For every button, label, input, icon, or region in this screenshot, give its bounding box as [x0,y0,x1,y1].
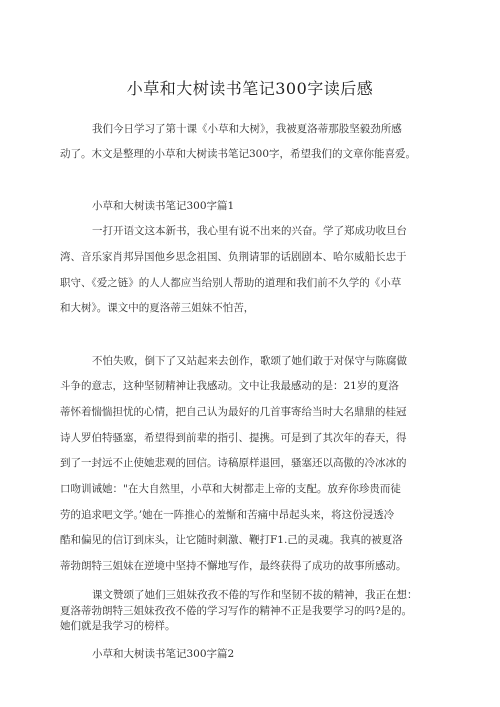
paragraph-line: 口吻训诫她："在大自然里，小草和大树都走上帝的支配。放弃你珍贵而徒 [60,483,401,495]
section-heading: 小草和大树读书笔记300字篇2 [92,648,235,660]
paragraph-line: 劳的追求吧文学。’她在一阵推心的羞惭和苦痛中昂起头来，将这份浸透冷 [60,509,395,521]
paragraph-line: 课文赞颂了她们三姐妹孜孜不倦的写作和坚韧不拔的精神，我正在想： [92,589,418,601]
paragraph-line: 蒂勃朗特三姐妹在逆境中坚持不懈地写作，最终获得了成功的故事所感动。 [60,560,407,572]
paragraph-line: 蒂怀着惴惴担忧的心情，把自己认为最好的几首事寄给当时大名鼎鼎的桂冠 [60,406,407,418]
paragraph-line: 斗争的意志，这种坚韧精神让我感动。文中让我最感动的是：21岁的夏洛 [60,380,399,392]
paragraph-line: 和大树》。课文中的夏洛蒂三姐妹不怕苦， [60,302,255,314]
paragraph-line: 职守、《爱之链》的人人都应当给别人帮助的道理和我们前不久学的《小草 [60,277,402,289]
section-heading: 小草和大树读书笔记300字篇1 [92,200,235,212]
page-title: 小草和大树读书笔记300字读后感 [126,79,374,98]
paragraph-line: 湾、音乐家肖邦异国他乡思念祖国、负荆请罪的话剧剧本、哈尔威船长忠于 [60,251,407,263]
paragraph-line: 夏洛蒂勃朗特三姐妹孜孜不倦的学习写作的精神不正是我要学习的吗?是的。 [60,605,413,617]
paragraph-line: 一打开语文这本新书，我心里有说不出来的兴奋。学了郑成功收旦台 [92,225,407,237]
paragraph-line: 她们就是我学习的榜样。 [60,620,176,632]
paragraph-line: 到了一封远不止使她悲观的回信。诗稿原样退回，骚塞还以高傲的冷冰冰的 [60,457,407,469]
intro-line: 我们今日学习了第十课《小草和大树》，我被夏洛蒂那股坚毅劲所感 [92,123,402,135]
paragraph-line: 诗人罗伯特骚塞，希望得到前辈的指引、提携。可是到了其次年的春天，得 [60,432,407,444]
intro-line: 动了。木文是整理的小草和大树读书笔记300字，希望我们的文章你能喜爱。 [60,148,417,160]
paragraph-line: 不怕失败，倒下了又站起来去创作，歌颂了她们敢于对保守与陈腐做 [92,355,407,367]
paragraph-line: 酷和偏见的信订到床头，让它随时刺激、鞭打F1.己的灵魂。我真的被夏洛 [60,534,403,546]
